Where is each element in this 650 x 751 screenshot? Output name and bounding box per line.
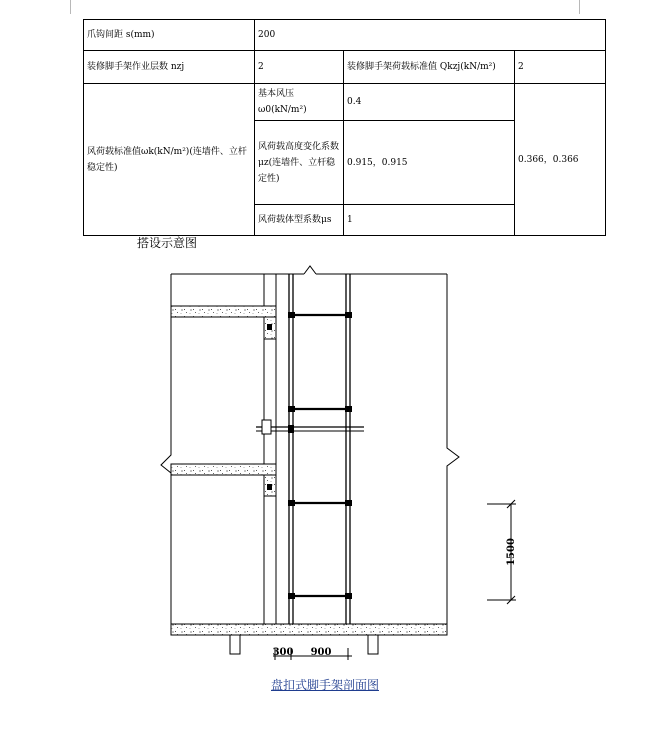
dim-label-300: 300 bbox=[272, 647, 294, 658]
dim-label-1500: 1500 bbox=[506, 538, 517, 566]
building-right-edge bbox=[447, 274, 459, 624]
connector-block-middle bbox=[267, 484, 272, 490]
cell-load-value: 2 bbox=[515, 51, 606, 84]
cell-shape-coeff-label: 风荷载体型系数μs bbox=[255, 205, 344, 236]
dim-label-900: 900 bbox=[310, 647, 332, 658]
connector-block-upper bbox=[267, 324, 272, 330]
layers-label-text: 装修脚手架作业层数 nzj bbox=[87, 62, 185, 72]
wall-tie-coupler bbox=[288, 425, 294, 433]
figure-caption: 盘扣式脚手架剖面图 bbox=[270, 678, 379, 692]
coupler bbox=[345, 406, 352, 412]
ground-slab bbox=[171, 624, 447, 635]
footing-left bbox=[230, 635, 240, 654]
building-left-edge bbox=[161, 274, 171, 624]
cell-height-coeff-value: 0.915，0.915 bbox=[344, 121, 515, 205]
cell-claw-spacing-value: 200 bbox=[255, 20, 606, 51]
coupler bbox=[345, 312, 352, 318]
coupler bbox=[345, 593, 352, 599]
footing-right bbox=[368, 635, 378, 654]
coupler bbox=[288, 312, 295, 318]
cell-wind-label: 风荷载标准值ωk(kN/m²)(连墙件、立杆稳定性) bbox=[84, 84, 255, 236]
coupler bbox=[288, 593, 295, 599]
cell-load-label: 装修脚手架荷载标准值 Qkzj(kN/m²) bbox=[344, 51, 515, 84]
cell-shape-coeff-value: 1 bbox=[344, 205, 515, 236]
cell-layers-value: 2 bbox=[255, 51, 344, 84]
coupler bbox=[288, 500, 295, 506]
sketch-title: 搭设示意图 bbox=[137, 236, 198, 250]
coupler bbox=[288, 406, 295, 412]
cell-base-pressure-label: 基本风压ω0(kN/m²) bbox=[255, 84, 344, 121]
cell-claw-spacing-label: 爪钩间距 s(mm) bbox=[84, 20, 255, 51]
upper-slab bbox=[171, 306, 276, 317]
cell-height-coeff-label: 风荷载高度变化系数μz(连墙件、立杆稳定性) bbox=[255, 121, 344, 205]
wall-tie-plate bbox=[262, 420, 271, 434]
middle-slab bbox=[171, 464, 276, 475]
break-mark-top bbox=[304, 266, 316, 274]
coupler bbox=[345, 500, 352, 506]
cell-wind-result: 0.366，0.366 bbox=[515, 84, 606, 236]
cell-base-pressure-value: 0.4 bbox=[344, 84, 515, 121]
